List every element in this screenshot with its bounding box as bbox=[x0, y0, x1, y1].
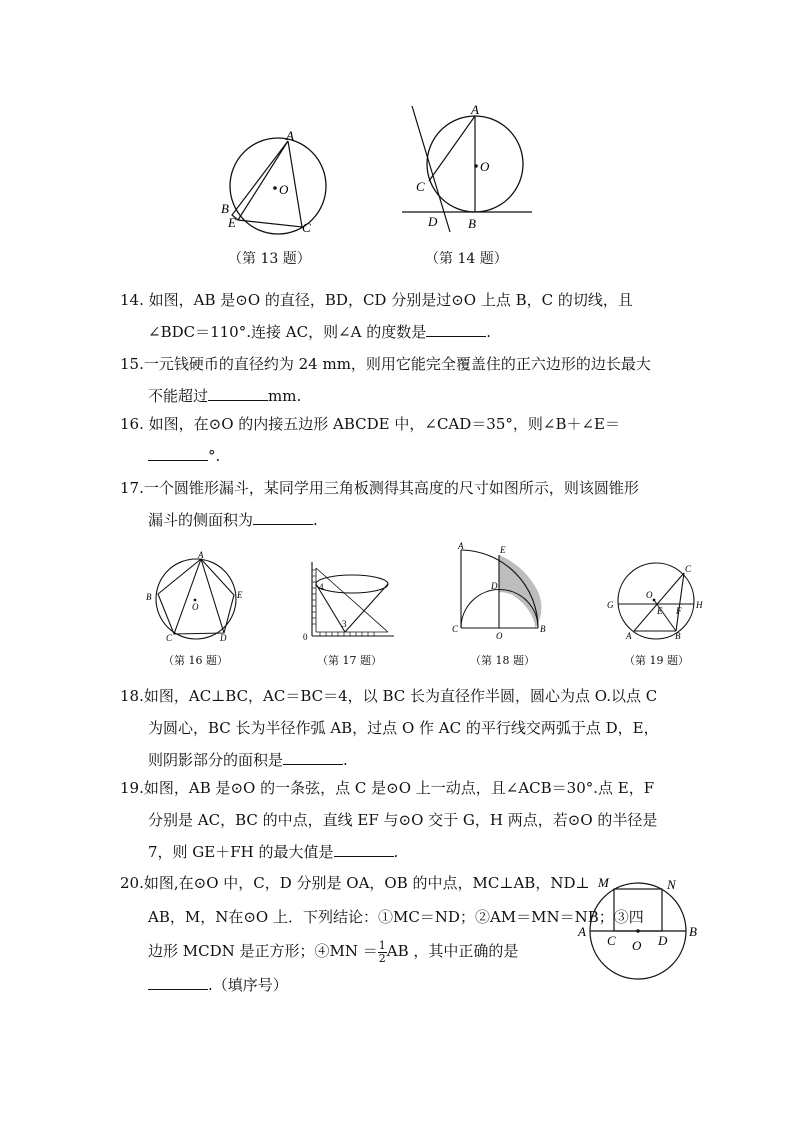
center-dot bbox=[474, 164, 478, 168]
rectangle-mcdn bbox=[614, 889, 662, 931]
label-c: C bbox=[607, 933, 616, 948]
caption-13: （第 13 题） bbox=[228, 251, 311, 267]
label-three: 3 bbox=[342, 619, 347, 629]
figure-20 bbox=[574, 872, 704, 992]
label-e: E bbox=[228, 215, 236, 230]
question-number: 14. bbox=[120, 291, 144, 309]
label-o: O bbox=[632, 938, 642, 953]
figure-14 bbox=[398, 104, 538, 236]
label-o: O bbox=[192, 602, 199, 612]
answer-blank[interactable] bbox=[283, 748, 343, 765]
fraction-one-half bbox=[378, 940, 387, 965]
question-text: 如图，AB 是⊙O 的一条弦，点 C 是⊙O 上一动点，且∠ACB＝30°.点 E，F bbox=[143, 779, 655, 797]
question-text: 如图，AB 是⊙O 的直径，BD，CD 分别是过⊙O 上点 B，C 的切线，且 bbox=[148, 291, 633, 309]
figure-17 bbox=[298, 560, 402, 644]
question-text: 不能超过 bbox=[148, 387, 209, 405]
label-c: C bbox=[416, 179, 425, 194]
center-dot bbox=[653, 599, 656, 602]
label-b: B bbox=[675, 631, 681, 641]
label-a: A bbox=[198, 550, 204, 560]
question-text: 则阴影部分的面积是 bbox=[148, 751, 284, 769]
label-g: G bbox=[607, 600, 614, 610]
label-f: F bbox=[676, 606, 682, 616]
caption-17: （第 17 题） bbox=[317, 654, 382, 667]
question-17 bbox=[120, 472, 680, 536]
question-text: .（填序号） bbox=[208, 976, 288, 994]
answer-blank[interactable] bbox=[148, 444, 208, 461]
label-e: E bbox=[657, 606, 663, 616]
question-text: 分别是 AC，BC 的中点，直线 EF 与⊙O 交于 G，H 两点，若⊙O 的半径是 bbox=[148, 811, 658, 829]
label-m: M bbox=[598, 875, 609, 890]
question-text: . bbox=[313, 511, 318, 529]
question-text: 漏斗的侧面积为 bbox=[148, 511, 254, 529]
question-text: °. bbox=[208, 447, 221, 465]
question-16 bbox=[120, 408, 680, 472]
answer-blank[interactable] bbox=[208, 384, 268, 401]
label-d: D bbox=[220, 633, 227, 643]
question-18 bbox=[120, 680, 680, 776]
fraction-denominator: 2 bbox=[378, 951, 386, 965]
question-text: mm. bbox=[268, 387, 302, 405]
answer-blank[interactable] bbox=[253, 508, 313, 525]
label-h: H bbox=[696, 600, 703, 610]
label-b: B bbox=[468, 216, 476, 231]
label-b: B bbox=[221, 201, 229, 216]
question-number: 20. bbox=[120, 874, 144, 892]
label-o: O bbox=[496, 631, 503, 641]
chord-ac bbox=[634, 573, 684, 631]
question-text: 一个圆锥形漏斗，某同学用三角板测得其高度的尺寸如图所示，则该圆锥形 bbox=[143, 479, 639, 497]
question-text: 为圆心，BC 长为半径作弧 AB，过点 O 作 AC 的平行线交两弧于点 D，E， bbox=[148, 719, 659, 737]
label-o: O bbox=[480, 159, 490, 174]
label-e: E bbox=[500, 545, 506, 555]
question-15 bbox=[120, 348, 680, 412]
question-number: 15. bbox=[120, 355, 144, 373]
label-d: D bbox=[491, 581, 498, 591]
cone-side-right bbox=[345, 584, 388, 632]
circle-o bbox=[230, 138, 326, 234]
label-o: O bbox=[646, 590, 653, 600]
question-number: 16. bbox=[120, 415, 144, 433]
label-a: A bbox=[286, 128, 294, 143]
center-dot bbox=[273, 186, 277, 190]
fraction-numerator: 1 bbox=[378, 938, 386, 952]
question-text: AB，M，N在⊙O 上．下列结论：①MC＝ND；②AM＝MN＝NB；③四 bbox=[148, 908, 644, 926]
question-text: ∠BDC＝110°.连接 AC，则∠A 的度数是 bbox=[148, 323, 427, 341]
question-text: 如图，在⊙O 的内接五边形 ABCDE 中，∠CAD＝35°，则∠B＋∠E＝ bbox=[143, 415, 620, 433]
caption-18: （第 18 题） bbox=[470, 654, 535, 667]
label-zero: 0 bbox=[303, 632, 308, 642]
question-text: 如图，AC⊥BC，AC＝BC＝4，以 BC 长为直径作半圆，圆心为点 O.以点 C bbox=[143, 687, 658, 705]
center-dot bbox=[636, 929, 640, 933]
label-b: B bbox=[146, 592, 152, 602]
caption-16: （第 16 题） bbox=[163, 654, 228, 667]
question-text: AB ，其中正确的是 bbox=[386, 942, 519, 960]
label-a: A bbox=[471, 102, 479, 117]
question-text: 7，则 GE＋FH 的最大值是 bbox=[148, 843, 334, 861]
label-c: C bbox=[302, 220, 311, 235]
question-text: . bbox=[343, 751, 348, 769]
label-b: B bbox=[540, 624, 546, 634]
figure-19 bbox=[604, 560, 708, 644]
question-19 bbox=[120, 772, 680, 868]
label-d: D bbox=[428, 214, 438, 229]
question-text: . bbox=[486, 323, 492, 341]
label-n: N bbox=[667, 877, 676, 892]
label-b: B bbox=[689, 924, 697, 939]
label-c: C bbox=[685, 564, 692, 574]
question-number: 19. bbox=[120, 779, 144, 797]
question-text: 边形 MCDN 是正方形；④MN ＝ bbox=[148, 942, 378, 960]
cone-top bbox=[316, 575, 388, 593]
label-o: O bbox=[279, 182, 289, 197]
answer-blank[interactable] bbox=[334, 840, 394, 857]
question-14 bbox=[120, 284, 680, 348]
circle-o bbox=[156, 559, 236, 639]
question-number: 17. bbox=[120, 479, 144, 497]
chord-ac bbox=[429, 116, 475, 181]
figure-13 bbox=[218, 128, 338, 240]
label-c: C bbox=[166, 633, 173, 643]
label-e: E bbox=[237, 590, 243, 600]
caption-14: （第 14 题） bbox=[425, 251, 508, 267]
center-dot bbox=[194, 599, 197, 602]
figure-18 bbox=[452, 543, 556, 643]
question-text: 如图,在⊙O 中，C，D 分别是 OA，OB 的中点，MC⊥AB，ND⊥ bbox=[143, 874, 590, 892]
answer-blank[interactable] bbox=[148, 973, 208, 990]
question-text: 一元钱硬币的直径约为 24 mm，则用它能完全覆盖住的正六边形的边长最大 bbox=[143, 355, 651, 373]
label-d: D bbox=[658, 933, 668, 948]
question-text: . bbox=[393, 843, 399, 861]
answer-blank[interactable] bbox=[426, 320, 486, 337]
figure-16 bbox=[144, 550, 248, 645]
label-c: C bbox=[452, 624, 459, 634]
label-a: A bbox=[626, 631, 632, 641]
question-number: 18. bbox=[120, 687, 144, 705]
caption-19: （第 19 题） bbox=[624, 654, 689, 667]
label-a: A bbox=[578, 924, 586, 939]
label-height: 4 bbox=[319, 582, 324, 592]
label-a: A bbox=[458, 541, 464, 551]
question-20 bbox=[120, 866, 644, 1002]
pentagon-abcde bbox=[158, 559, 234, 634]
